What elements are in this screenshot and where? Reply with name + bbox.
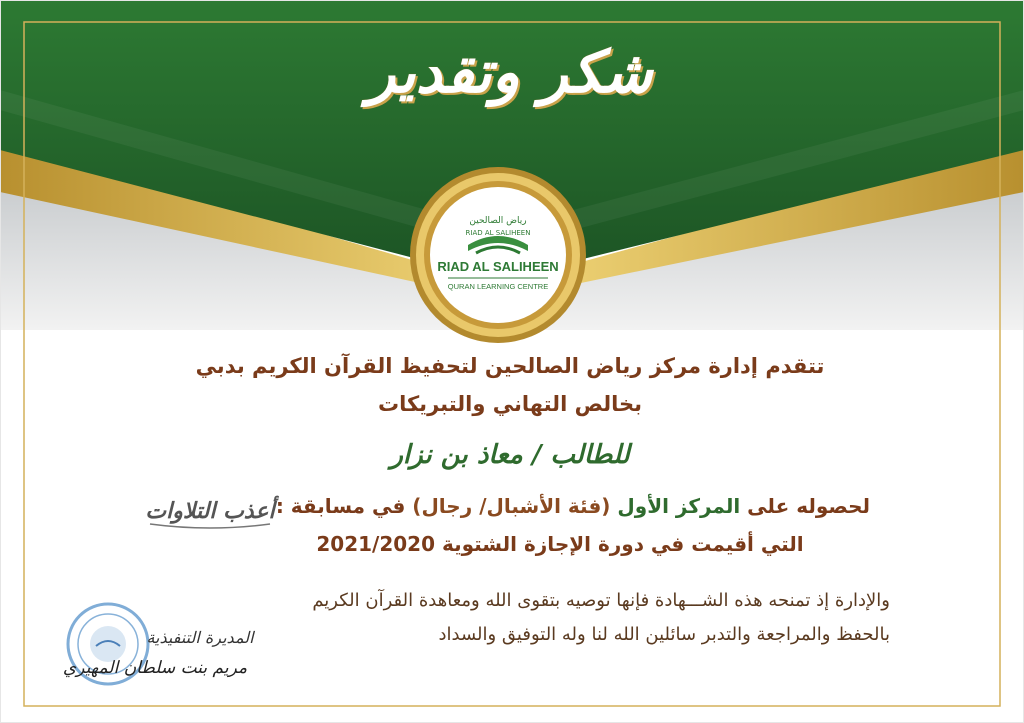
paragraph-line-2: بالحفظ والمراجعة والتدبر سائلين الله لنا وله التوفيق والسداد [438,624,890,645]
award-category: (فئة الأشبال/ رجال) [405,494,618,518]
contest-logo [140,486,280,532]
session-line: التي أقيمت في دورة الإجازة الشتوية 2021/2020 [316,532,804,556]
intro-line-1: تتقدم إدارة مركز رياض الصالحين لتحفيظ القرآن الكريم بدبي [195,354,825,378]
contest-logo-text: أعذب التلاوات [145,498,275,524]
closing-paragraph [290,584,890,652]
award-suffix: في مسابقة : [275,494,406,518]
paragraph-line-1: والإدارة إذ تمنحه هذه الشـــهادة فإنها توصيه بتقوى الله ومعاهدة القرآن الكريم [312,590,890,611]
seal-logo [408,165,588,345]
award-prefix: لحصوله على [740,494,870,518]
signature-name: مريم بنت سلطان المهيري [62,658,248,678]
svg-text:RIAD AL SALIHEEN: RIAD AL SALIHEEN [465,229,531,237]
seal-subtitle: QURAN LEARNING CENTRE [447,282,549,291]
award-place: المركز الأول [617,494,741,518]
signature-title: المديرة التنفيذية [146,628,254,647]
student-name: للطالب / معاذ بن نزار [390,440,630,470]
certificate-title: شكر وتقدير [367,38,653,106]
intro-line-2: بخالص التهاني والتبريكات [377,392,643,416]
seal-name: RIAD AL SALIHEEN [437,259,559,274]
seal-arabic-name: رياض الصالحين [469,216,527,226]
